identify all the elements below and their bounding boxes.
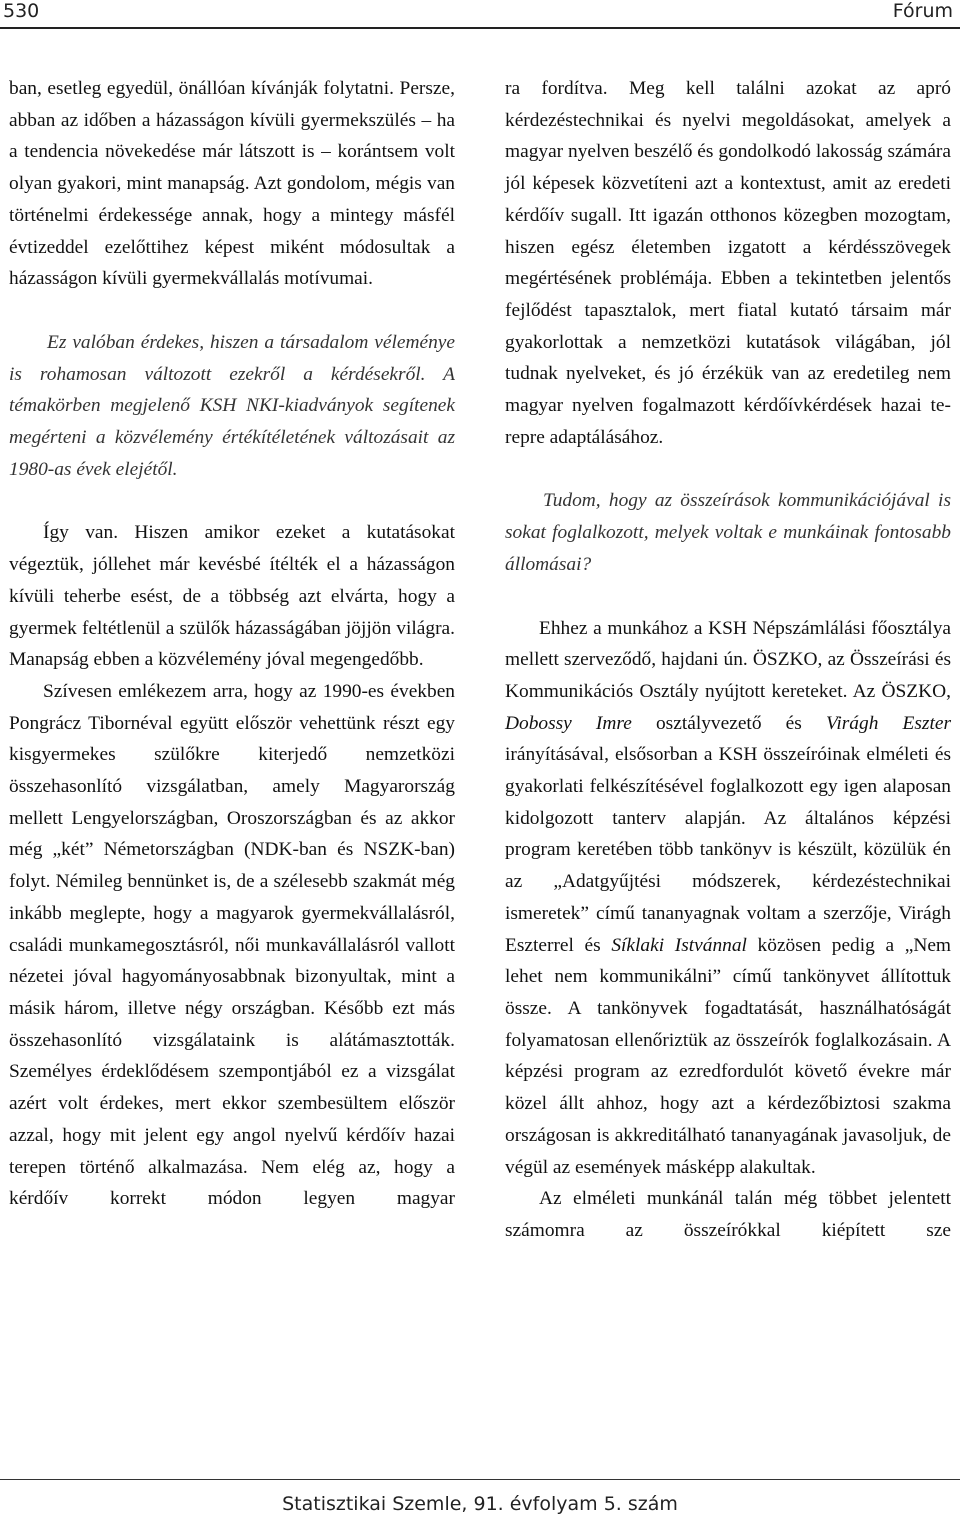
paragraph [505, 613, 951, 1184]
paragraph: Így van. Hiszen amikor ezeket a kutatásokat végeztük, jóllehet már kevésbé ítélték el a házasságon kívüli teherbe esést, de a többség azt elvárta, hogy a gyermek feltétlenül a szülők házasságában jöjjön világra. Manapság ebben a közvélemény jóval megengedőbb. [9, 522, 455, 671]
person-name: Dobossy Imre [505, 712, 632, 734]
footer-rule [0, 1479, 960, 1480]
left-column [9, 73, 455, 1215]
paragraph: ban, esetleg egyedül, önállóan kívánják folytatni. Persze, abban az időben a házasságon kívüli gyermekszülés – ha a tendencia növekedése már látszott is – korántsem volt olyan gyakori, mint manapság. Azt gondolom, mégis van történelmi érdekessége annak, hogy a mintegy másfél évtizeddel ezelőttihez képest miként módosultak a házasságon kívüli gyermekvállalás motívumai. [9, 78, 455, 290]
page-number: 530 [3, 0, 40, 22]
interview-question: Tudom, hogy az összeírások kommunikációjával is sokat foglalkozott, melyek voltak e munkáinak fontosabb állomásai? [505, 490, 951, 575]
text-run: irányításával, elsősorban a KSH összeíróinak elméleti és gyakorlati felkészítésével foglalkozott egy igen alaposan kidolgozott tanterv alapján. Az általános képzési program keretében több tankönyv is készült, közülük én az „Adatgyűjtési módszerek, kérdezéstechnikai ismeretek” című tananyagnak voltam a szerzője, Virágh Eszterrel és [505, 744, 951, 956]
text-run: osztályvezető és [631, 712, 826, 734]
text-run: közösen pedig a „Nem lehet nem kommunikálni” című tankönyvet állítottuk össze. A tankönyvek fogadtatását, használhatóságát folyamatosan ellenőriztük az összeírók foglalkozásain. A képzési program az ezredfordulót követő évekre már közel állt ahhoz, hogy azt a kérdezőbiztosi szakma országosan is akkreditálható tananyagának javasoljuk, de végül az események másképp alakultak. [505, 934, 952, 1178]
header-rule [0, 27, 960, 29]
paragraph: Az elméleti munkánál talán még többet jelentett számomra az összeírókkal kiépített sze [505, 1188, 951, 1241]
section-title: Fórum [892, 0, 953, 22]
person-name: Virágh Eszter [825, 712, 952, 734]
page-header [0, 0, 960, 30]
right-column [505, 73, 951, 1247]
person-name: Síklaki Istvánnal [611, 934, 747, 956]
interview-question: Ez valóban érdekes, hiszen a társadalom véleménye is rohamosan változott ezekről a kérdésekről. A témakörben megjelenő KSH NKI-kiadványok segítenek megérteni a közvélemény értékítéletének változásait az 1980-as évek elejétől. [9, 331, 455, 480]
journal-citation: Statisztikai Szemle, 91. évfolyam 5. szám [282, 1493, 678, 1515]
page-footer [0, 1479, 960, 1521]
paragraph: ra fordítva. Meg kell találni azokat az apró kérdezéstechnikai és nyelvi megoldásokat, amelyek a magyar nyelven beszélő és gondolkodó lakosság számára jól képesek közvetíteni azt a kontextust, amit az eredeti kérdőív sugall. Itt igazán otthonos közegben mozogtam, hiszen egész életemben izgatott a kérdésszövegek megértésének problémája. Ebben a tekintetben jelentős fejlődést tapasztalok, mert fiatal kutató társaim már gyakorlottak a nemzetközi kutatások világában, jól tudnak nyelveket, és jó érzékük van az eredetileg nem magyar nyelven fogalmazott kérdőívkérdések hazai terepre adaptálásához. [505, 78, 951, 448]
text-run: Ehhez a munkához a KSH Népszámlálási főosztálya mellett szerveződő, hajdani ún. ÖSZKO, az Összeírási és Kommunikációs Osztály nyújtott kereteket. Az ÖSZKO, [505, 617, 951, 702]
paragraph: Szívesen emlékezem arra, hogy az 1990-es években Pongrácz Tibornéval együtt először vehettünk részt egy kisgyermekes szülőkre kiterjedő nemzetközi összehasonlító vizsgálatban, amely Magyarország mellett Lengyelországban, Oroszországban és az akkor még „két” Németországban (NDK-ban és NSZK-ban) folyt. Némileg bennünket is, de a szélesebb szakmát még inkább meglepte, hogy a magyarok gyermekvállalásról, családi munkamegosztásról, női munkavállalásról vallott nézetei jóval hagyományosabbnak bizonyultak, mint a másik három, illetve négy országban. Később ezt más összehasonlító vizsgálataink is alátámasztották. Személyes érdeklődésem szempontjából ez a vizsgálat azért volt érdekes, mert ekkor szembesültem először azzal, hogy mit jelent egy angol nyelvű kérdőív hazai terepen történő alkalmazása. Nem elég az, hogy a kérdőív korrekt módon legyen magyar [9, 680, 455, 1210]
